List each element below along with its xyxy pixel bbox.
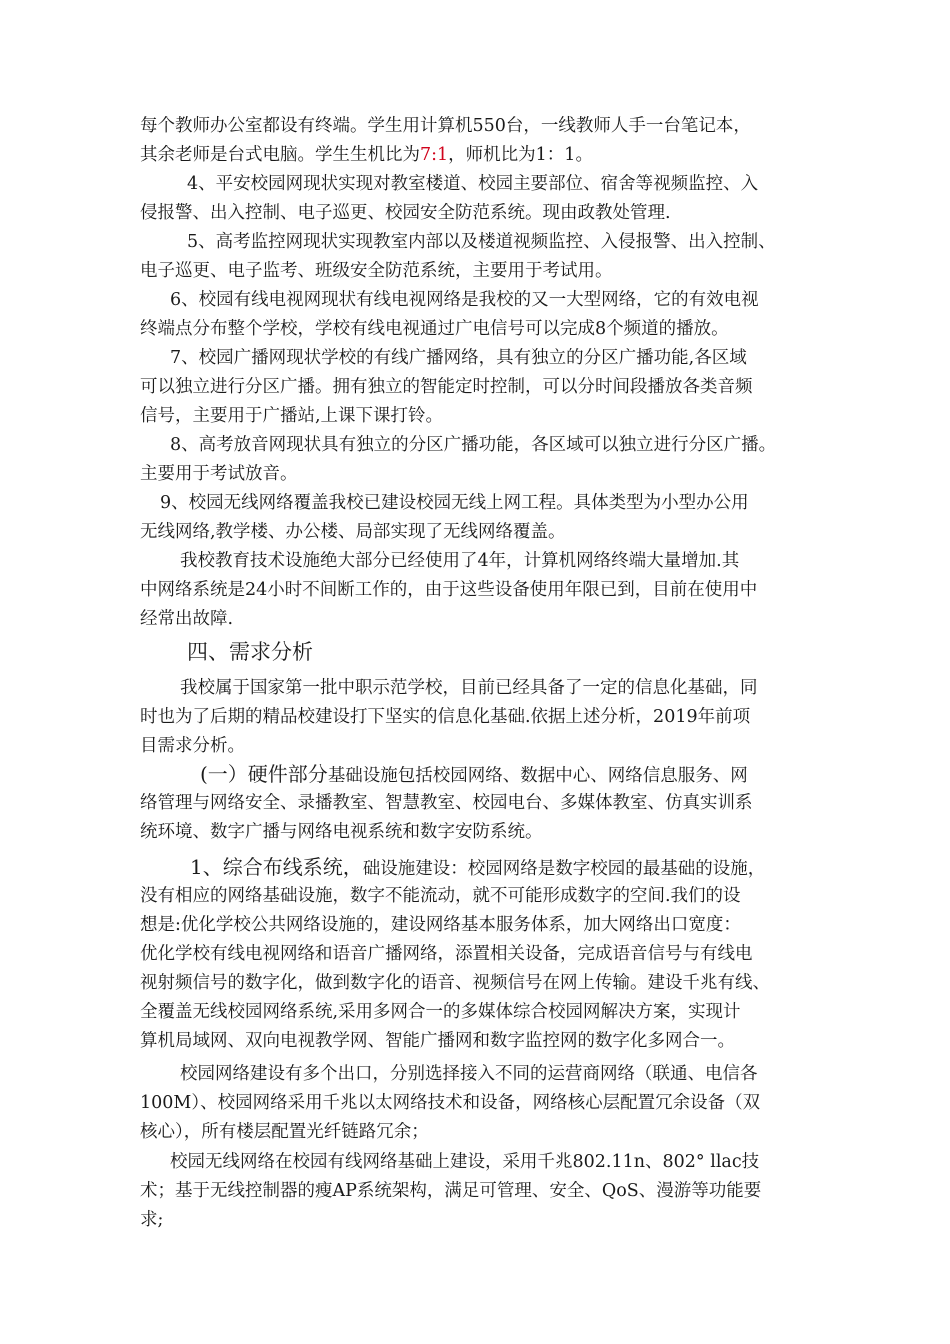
text-line: 无线网络,教学楼、办公楼、局部实现了无线网络覆盖。 xyxy=(140,522,566,542)
text-line: 主要用于考试放音。 xyxy=(140,464,298,484)
ratio-highlight: 7:1 xyxy=(420,145,449,165)
text-line: 4、平安校园网现状实现对教室楼道、校园主要部位、宿舍等视频监控、入 xyxy=(187,174,759,194)
text-line: 优化学校有线电视网络和语音广播网络，添置相关设备，完成语音信号与有线电 xyxy=(140,944,753,964)
text-line: 全覆盖无线校园网络系统,采用多网合一的多媒体综合校园网解决方案，实现计 xyxy=(140,1002,741,1022)
text-line: 6、校园有线电视网现状有线电视网络是我校的又一大型网络，它的有效电视 xyxy=(170,290,759,310)
text-line xyxy=(200,762,748,788)
text-line: 没有相应的网络基础设施，数字不能流动，就不可能形成数字的空间.我们的设 xyxy=(140,886,741,906)
text-line: 信号，主要用于广播站,上课下课打铃。 xyxy=(140,406,444,426)
text-line: 术；基于无线控制器的瘦AP系统架构，满足可管理、安全、QoS、漫游等功能要 xyxy=(140,1181,762,1201)
text-line: 经常出故障. xyxy=(140,609,234,629)
text-line: 可以独立进行分区广播。拥有独立的智能定时控制，可以分时间段播放各类音频 xyxy=(140,377,753,397)
text-line: 侵报警、出入控制、电子巡更、校园安全防范系统。现由政教处管理. xyxy=(140,203,671,223)
text-span: 基础设施包括校园网络、数据中心、网络信息服务、网 xyxy=(327,766,748,786)
text-line: 每个教师办公室都设有终端。学生用计算机550台，一线教师人手一台笔记本， xyxy=(140,116,751,136)
text-line: 算机局域网、双向电视教学网、智能广播网和数字监控网的数字化多网合一。 xyxy=(140,1031,735,1051)
text-span: 其余老师是台式电脑。学生生机比为 xyxy=(140,145,420,165)
text-line: 目需求分析。 xyxy=(140,736,245,756)
text-line: 时也为了后期的精品校建设打下坚实的信息化基础.依据上述分析，2019年前项 xyxy=(140,707,751,727)
section-heading: 四、需求分析 xyxy=(187,640,313,664)
text-line: 9、校园无线网络覆盖我校已建设校园无线上网工程。具体类型为小型办公用 xyxy=(160,493,749,513)
text-span: ，师机比为1：1。 xyxy=(448,145,593,165)
text-line: 求; xyxy=(140,1210,164,1230)
text-span: 础设施建设：校园网络是数字校园的最基础的设施， xyxy=(362,859,766,879)
text-line: 我校属于国家第一批中职示范学校，目前已经具备了一定的信息化基础，同 xyxy=(180,678,758,698)
text-line: 我校教育技术设施绝大部分已经使用了4年，计算机网络终端大量增加.其 xyxy=(180,551,740,571)
text-line: 终端点分布整个学校，学校有线电视通过广电信号可以完成8个频道的播放。 xyxy=(140,319,729,339)
text-line: 100M）、校园网络采用千兆以太网络技术和设备，网络核心层配置冗余设备（双 xyxy=(140,1093,761,1113)
text-line: 电子巡更、电子监考、班级安全防范系统，主要用于考试用。 xyxy=(140,261,613,281)
text-line: 校园无线网络在校园有线网络基础上建设，采用千兆802.11n、802° llac技 xyxy=(170,1152,760,1172)
text-line: 7、校园广播网现状学校的有线广播网络，具有独立的分区广播功能,各区域 xyxy=(170,348,747,368)
text-line: 校园网络建设有多个出口，分别选择接入不同的运营商网络（联通、电信各 xyxy=(180,1064,758,1084)
text-line: 统环境、数字广播与网络电视系统和数字安防系统。 xyxy=(140,822,543,842)
text-line: 5、高考监控网现状实现教室内部以及楼道视频监控、入侵报警、出入控制、 xyxy=(187,232,776,252)
text-line xyxy=(190,855,765,881)
text-line: 想是:优化学校公共网络设施的，建设网络基本服务体系，加大网络出口宽度： xyxy=(140,915,741,935)
text-line: 络管理与网络安全、录播教室、智慧教室、校园电台、多媒体教室、仿真实训系 xyxy=(140,793,753,813)
text-line xyxy=(140,143,593,167)
text-line: 视射频信号的数字化，做到数字化的语音、视频信号在网上传输。建设千兆有线、 xyxy=(140,973,770,993)
subsection-heading: (一）硬件部分 xyxy=(200,762,328,786)
text-line: 8、高考放音网现状具有独立的分区广播功能，各区域可以独立进行分区广播。 xyxy=(170,435,777,455)
text-line: 中网络系统是24小时不间断工作的，由于这些设备使用年限已到，目前在使用中 xyxy=(140,580,758,600)
subsection-heading: 1、综合布线系统， xyxy=(190,855,363,879)
text-line: 核心），所有楼层配置光纤链路冗余； xyxy=(140,1122,429,1142)
